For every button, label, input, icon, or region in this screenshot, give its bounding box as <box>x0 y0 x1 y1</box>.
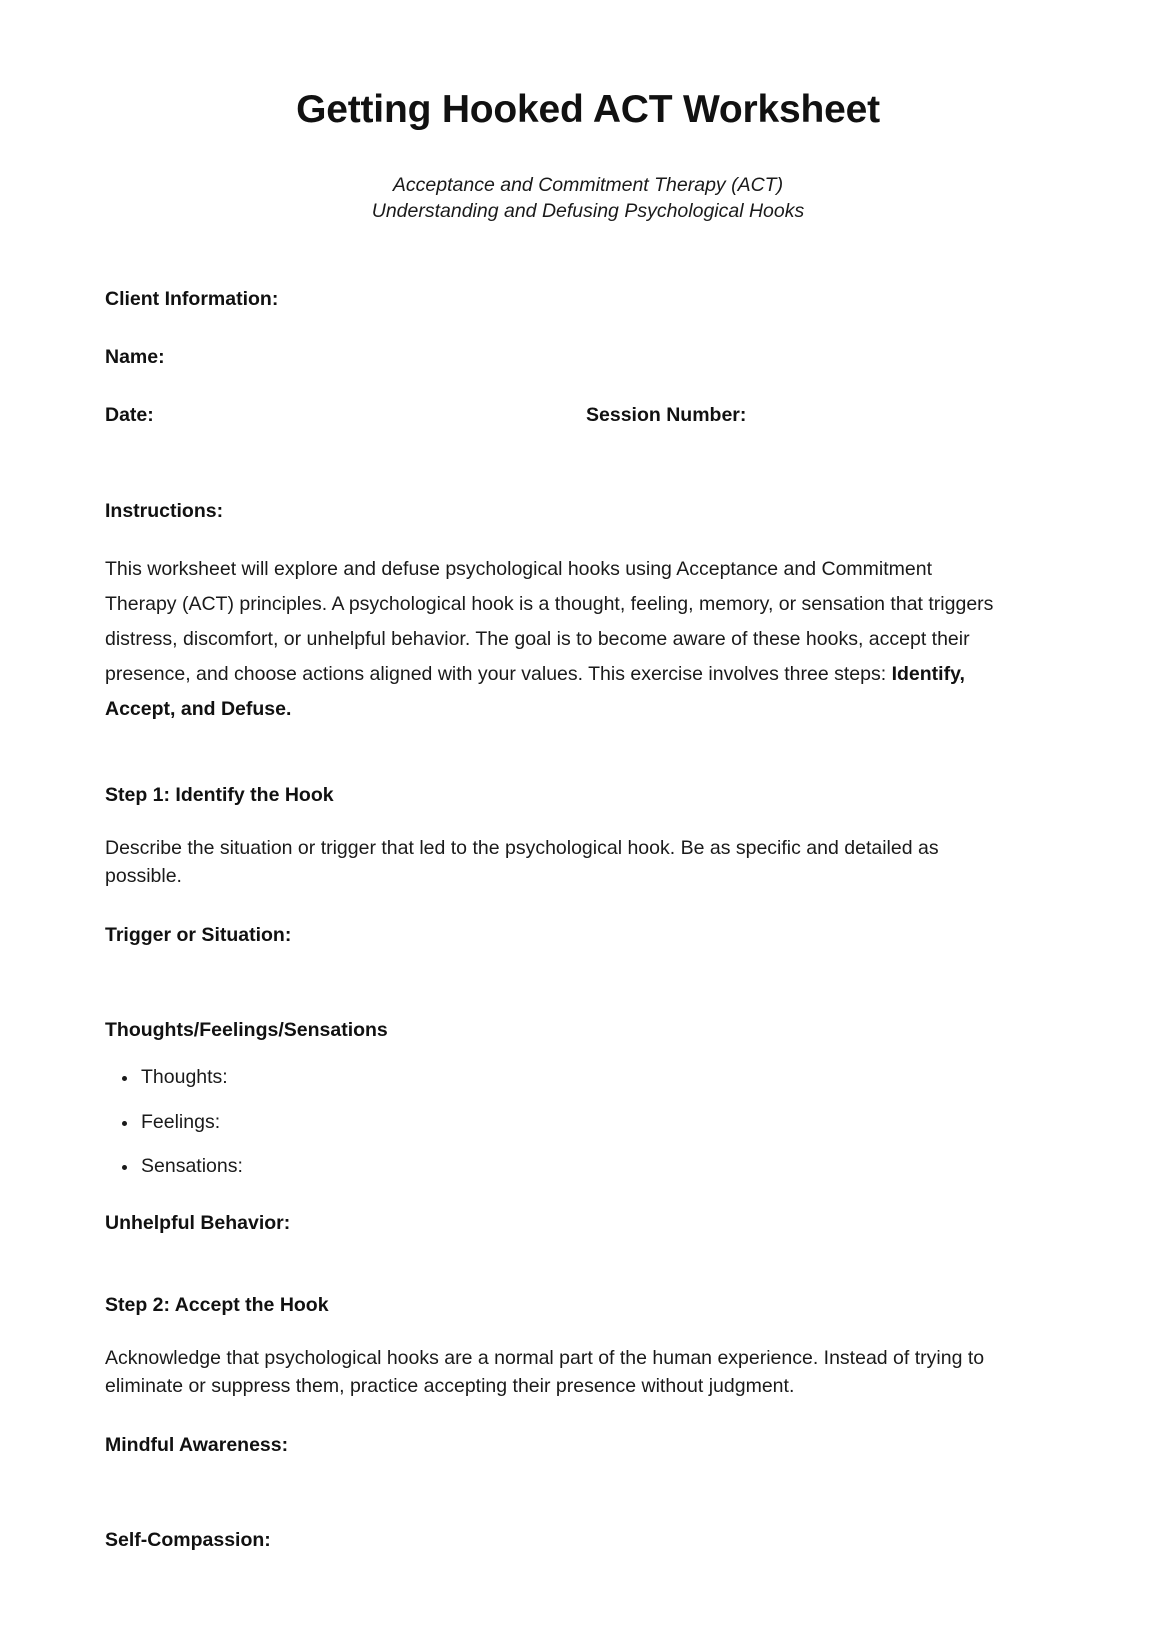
list-item: Feelings: <box>105 1110 1071 1135</box>
list-item: Sensations: <box>105 1154 1071 1179</box>
page-title: Getting Hooked ACT Worksheet <box>296 88 880 131</box>
instructions-heading: Instructions: <box>105 499 224 522</box>
step-2-description: Acknowledge that psychological hooks are a normal part of the human experience. Instead of trying to eliminate or suppress them, practice accepting their presence without judgment. <box>105 1347 985 1397</box>
mindful-awareness-label: Mindful Awareness: <box>105 1433 289 1456</box>
name-field-label: Name: <box>105 346 165 369</box>
instructions-body-text: This worksheet will explore and defuse psychological hooks using Acceptance and Commitment Therapy (ACT) principles. A psychological hook is a thought, feeling, memory, or sensation that triggers distress, discomfort, or unhelpful behavior. The goal is to become aware of these hooks, accept their presence, and choose actions aligned with your values. This exercise involves three steps: <box>105 558 994 685</box>
thoughts-feelings-sensations-heading: Thoughts/Feelings/Sensations <box>105 1018 388 1041</box>
instructions-body-emphasis: Identify, Accept, and Defuse. <box>105 662 965 720</box>
client-information-section <box>105 287 1071 429</box>
thoughts-feelings-sensations-list <box>105 1065 1071 1179</box>
client-information-heading: Client Information: <box>105 287 279 310</box>
step-2-heading: Step 2: Accept the Hook <box>105 1293 329 1316</box>
instructions-section <box>105 499 1071 727</box>
step-1-description: Describe the situation or trigger that led to the psychological hook. Be as specific and detailed as possible. <box>105 836 939 887</box>
date-field-label: Date: <box>105 404 154 427</box>
subtitle-line-1: Acceptance and Commitment Therapy (ACT) <box>392 173 784 196</box>
subtitle-block <box>105 173 1071 225</box>
list-item: Thoughts: <box>105 1065 1071 1090</box>
instructions-paragraph <box>105 552 995 726</box>
date-session-row <box>105 403 1071 428</box>
session-number-field-label: Session Number: <box>586 404 747 427</box>
step-2-section <box>105 1293 1071 1554</box>
subtitle-line-2: Understanding and Defusing Psychological Hooks <box>371 199 805 222</box>
unhelpful-behavior-label: Unhelpful Behavior: <box>105 1212 291 1235</box>
trigger-or-situation-label: Trigger or Situation: <box>105 923 292 946</box>
self-compassion-label: Self-Compassion: <box>105 1529 271 1552</box>
step-1-section <box>105 783 1071 1237</box>
step-1-heading: Step 1: Identify the Hook <box>105 783 334 806</box>
